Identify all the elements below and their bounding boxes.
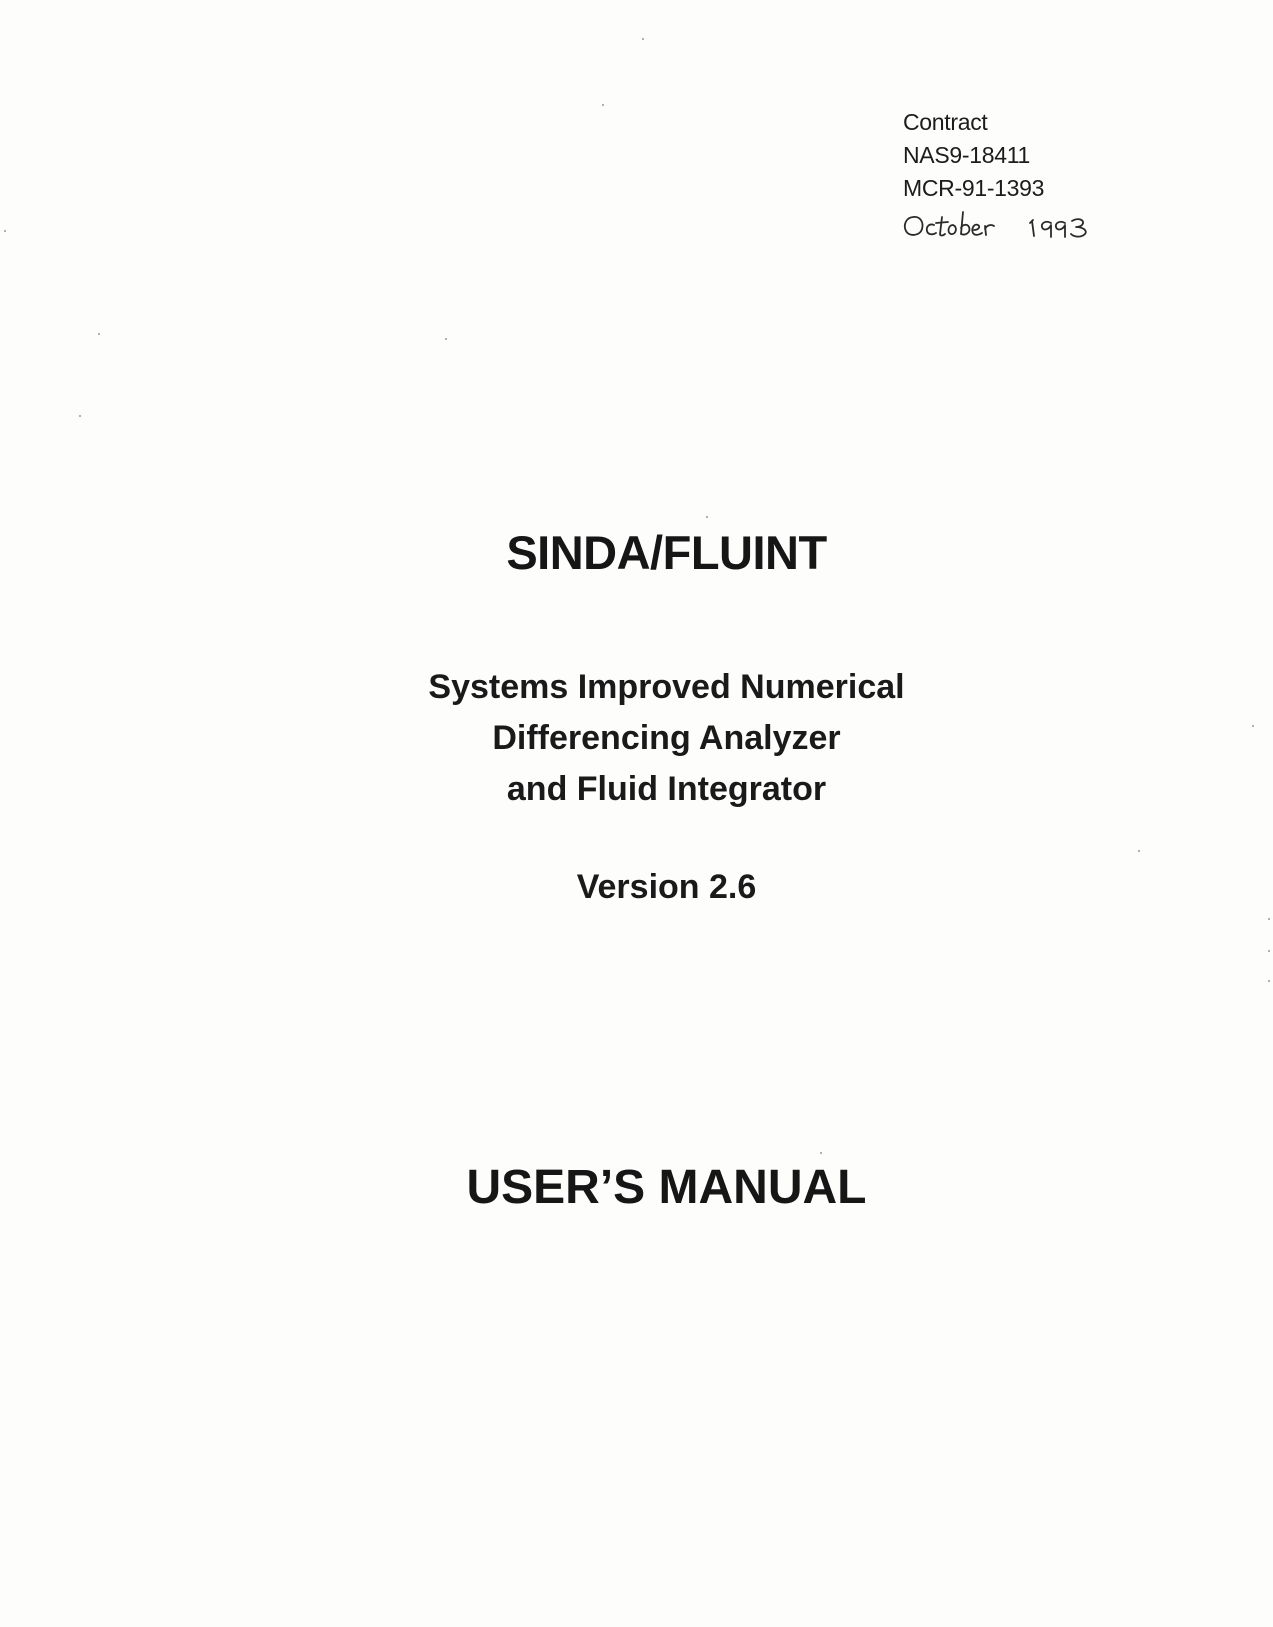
scan-speck <box>1268 980 1270 982</box>
contract-number: NAS9-18411 <box>903 142 1030 168</box>
version-label: Version 2.6 <box>576 868 757 906</box>
contract-info <box>903 106 1163 205</box>
scan-speck <box>820 1152 822 1154</box>
subtitle-line: Differencing Analyzer <box>492 719 841 757</box>
handwritten-date-drawing <box>900 203 1110 243</box>
scan-speck <box>602 104 604 106</box>
scan-speck <box>1138 850 1140 852</box>
scan-speck <box>98 333 100 335</box>
scan-speck <box>642 38 644 40</box>
report-number: MCR-91-1393 <box>903 175 1045 201</box>
document-title: SINDA/FLUINT <box>506 526 827 579</box>
scan-speck <box>706 516 708 518</box>
subtitle-line: and Fluid Integrator <box>506 770 827 808</box>
scan-speck <box>1268 918 1270 920</box>
subtitle-line: Systems Improved Numerical <box>428 668 905 706</box>
scan-speck <box>1268 950 1270 952</box>
scan-speck <box>79 415 81 417</box>
document-subtitle <box>0 662 1273 815</box>
scan-speck <box>445 338 447 340</box>
contract-label: Contract <box>903 109 988 135</box>
handwritten-date <box>900 203 1110 243</box>
manual-title: USER’S MANUAL <box>466 1161 867 1214</box>
scan-speck <box>4 230 6 232</box>
